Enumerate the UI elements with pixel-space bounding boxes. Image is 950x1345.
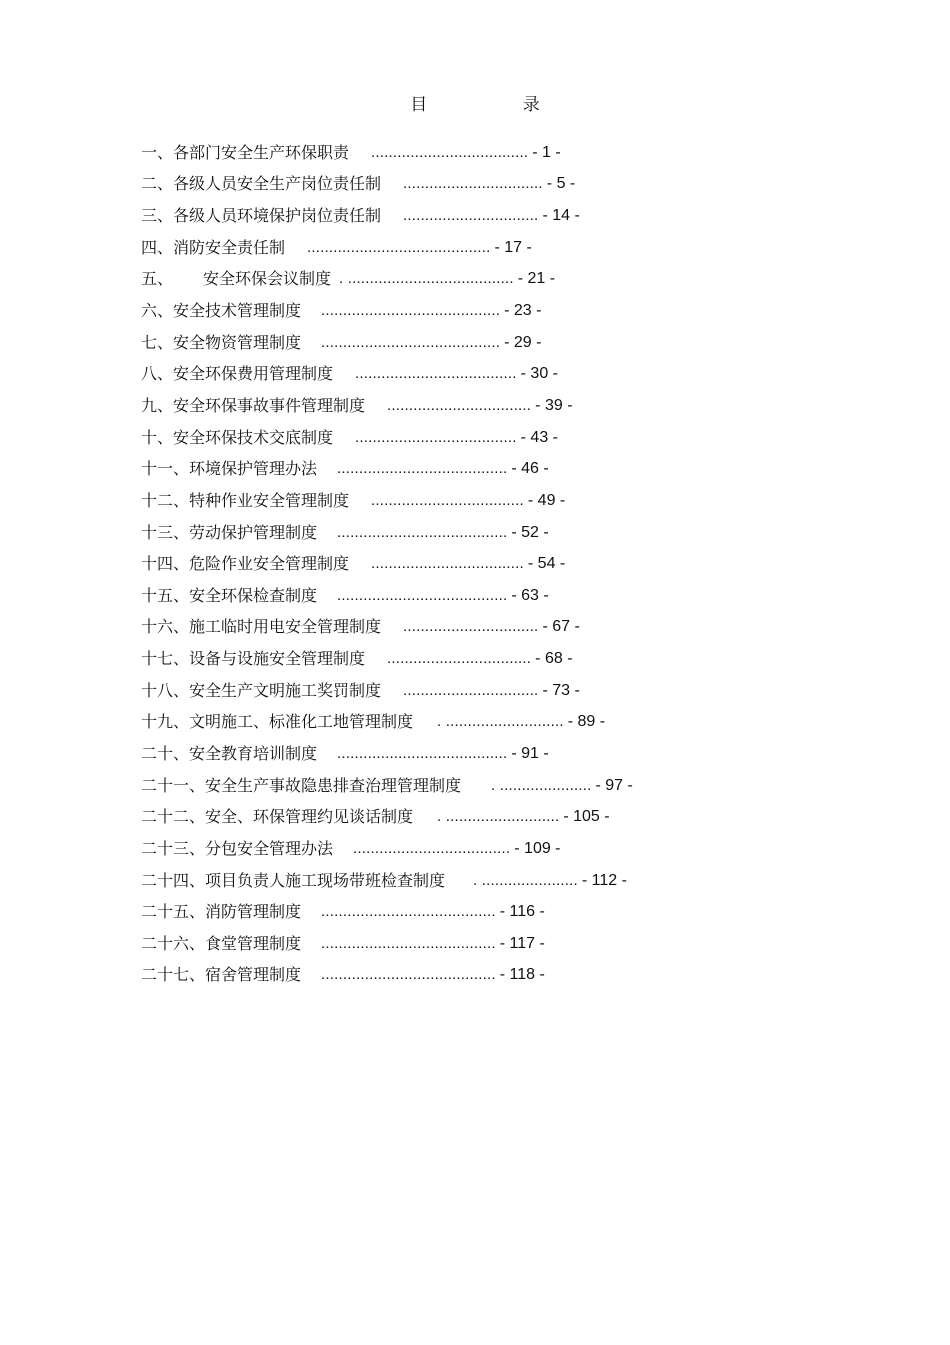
toc-entry-page-number: - 68 - [535,650,573,668]
toc-entry-number: 五、 [141,269,174,289]
toc-entry-page-number: - 97 - [595,776,633,794]
toc-entry-leader: ................................. [387,396,532,414]
toc-entry-title: 安全环保技术交底制度 [173,427,334,447]
toc-entry-number: 二十三、 [141,838,206,858]
toc-entry-number: 二十六、 [141,933,206,953]
toc-entry[interactable] [141,169,841,201]
toc-entry-number: 十三、 [141,522,190,542]
toc-entry-leader: ....................................... [337,744,508,762]
toc-entry-page-number: - 89 - [567,713,606,731]
toc-entry-title: 各级人员环境保护岗位责任制 [173,206,382,226]
toc-entry-number: 十、 [141,427,174,447]
toc-entry-title: 安全环保费用管理制度 [173,364,334,384]
toc-entry-leader: ..................................... [355,428,517,446]
toc-entry[interactable] [141,896,841,928]
toc-entry-page-number: - 29 - [504,333,542,351]
toc-entry-leader: . .......................... [437,808,560,826]
toc-entry-page-number: - 116 - [499,903,545,921]
toc-entry-title: 施工临时用电安全管理制度 [189,617,382,637]
toc-entry-title: 安全技术管理制度 [173,301,302,321]
toc-entry-leader: . ...................... [473,871,578,889]
toc-entry-leader: ........................................ [321,903,496,921]
toc-entry[interactable] [141,738,841,770]
toc-entry[interactable] [141,200,841,232]
toc-entry-title: 危险作业安全管理制度 [189,554,350,574]
toc-entry[interactable] [141,770,841,802]
toc-entry-number: 十六、 [141,617,190,637]
toc-entry-page-number: - 23 - [504,302,542,320]
toc-entry-leader: ................................... [371,555,524,573]
toc-entry-page-number: - 43 - [520,428,558,446]
toc-entry-title: 安全物资管理制度 [173,332,302,352]
toc-entry-page-number: - 118 - [499,966,545,984]
toc-entry-page-number: - 91 - [511,744,549,762]
toc-entry[interactable] [141,548,841,580]
toc-entry-leader: ................................... [371,491,524,509]
toc-entry-page-number: - 1 - [532,143,561,161]
toc-entry-title: 项目负责人施工现场带班检查制度 [205,870,446,890]
toc-entry-page-number: - 5 - [546,175,576,193]
toc-entry-title: 文明施工、标准化工地管理制度 [189,712,414,732]
toc-entry-title: 分包安全管理办法 [205,838,334,858]
toc-entry[interactable] [141,675,841,707]
toc-entry-title: 消防安全责任制 [173,237,286,257]
toc-entry-number: 二十四、 [141,870,206,890]
toc-entry-leader: .......................................... [307,238,491,256]
toc-entry[interactable] [141,517,841,549]
toc-entry-number: 二十五、 [141,902,206,922]
toc-entry-leader: ..................................... [355,365,517,383]
toc-entry-title: 劳动保护管理制度 [189,522,318,542]
toc-entry-page-number: - 21 - [517,270,556,288]
toc-entry-number: 九、 [141,395,174,415]
toc-entry[interactable] [141,707,841,739]
toc-entry-page-number: - 46 - [511,460,549,478]
toc-entry-title: 特种作业安全管理制度 [189,490,350,510]
toc-entry-title: 安全生产文明施工奖罚制度 [189,680,382,700]
toc-entry-title: 安全环保检查制度 [189,585,318,605]
toc-entry-page-number: - 30 - [520,365,558,383]
toc-entry-number: 三、 [141,206,174,226]
toc-entry[interactable] [141,580,841,612]
toc-entry-leader: ............................... [403,618,539,636]
toc-entry-title: 食堂管理制度 [205,933,302,953]
toc-entry-number: 二十二、 [141,807,206,827]
toc-entry-leader: ....................................... [337,460,508,478]
toc-entry-leader: ............................... [403,681,539,699]
toc-entry[interactable] [141,612,841,644]
toc-entry[interactable] [141,865,841,897]
toc-entry-number: 四、 [141,237,174,257]
toc-entry[interactable] [141,327,841,359]
toc-entry[interactable] [141,643,841,675]
toc-entry-number: 六、 [141,301,174,321]
toc-entry-number: 八、 [141,364,174,384]
toc-entry[interactable] [141,264,841,296]
toc-entry-leader: ........................................ [321,934,496,952]
toc-entry-page-number: - 73 - [542,681,580,699]
toc-entry[interactable] [141,960,841,992]
toc-entry-page-number: - 14 - [542,207,580,225]
toc-entry-page-number: - 17 - [494,238,532,256]
toc-entry-number: 十八、 [141,680,190,700]
toc-entry-title: 宿舍管理制度 [205,965,302,985]
toc-title [0,90,950,115]
toc-entry-leader: ....................................... [337,586,508,604]
toc-entry-leader: .................................... [353,839,511,857]
toc-entry-number: 十七、 [141,649,190,669]
toc-entry-page-number: - 117 - [499,934,545,952]
toc-entry-number: 十四、 [141,554,190,574]
toc-entry-title: 安全环保会议制度 [203,269,332,289]
table-of-contents [141,137,841,991]
toc-entry-title: 消防管理制度 [205,902,302,922]
toc-entry-number: 七、 [141,332,174,352]
toc-entry-title: 安全、环保管理约见谈话制度 [205,807,414,827]
toc-entry-leader: ....................................... [337,523,508,541]
toc-entry-page-number: - 63 - [511,586,549,604]
toc-entry[interactable] [141,390,841,422]
toc-entry-number: 二十、 [141,743,190,763]
toc-entry-page-number: - 105 - [563,808,610,826]
toc-entry-number: 二十一、 [141,775,206,795]
toc-entry-leader: ......................................... [321,333,501,351]
toc-entry-page-number: - 49 - [527,491,566,509]
toc-entry[interactable] [141,801,841,833]
toc-entry-leader: ................................ [403,175,543,193]
toc-entry-title: 设备与设施安全管理制度 [189,649,366,669]
toc-title-char-1: 目 [410,95,428,115]
toc-entry-leader: ............................... [403,207,539,225]
toc-entry[interactable] [141,232,841,264]
toc-entry[interactable] [141,453,841,485]
toc-entry-number: 一、 [141,142,174,162]
toc-entry-page-number: - 54 - [527,555,566,573]
toc-entry-page-number: - 39 - [535,396,573,414]
toc-entry-number: 十五、 [141,585,190,605]
toc-entry-number: 二、 [141,174,174,194]
toc-entry-leader: . ...................................... [339,270,514,288]
toc-entry-title: 环境保护管理办法 [189,459,318,479]
toc-entry-leader: . ..................... [491,776,592,794]
toc-entry-page-number: - 109 - [514,839,561,857]
toc-entry[interactable] [141,422,841,454]
toc-entry[interactable] [141,137,841,169]
toc-entry[interactable] [141,833,841,865]
toc-entry-title: 安全环保事故事件管理制度 [173,395,366,415]
toc-entry-number: 二十七、 [141,965,206,985]
toc-entry-page-number: - 112 - [581,871,627,889]
toc-entry-title: 安全教育培训制度 [189,743,318,763]
toc-entry-leader: ........................................ [321,966,496,984]
toc-entry[interactable] [141,358,841,390]
toc-entry-leader: . ........................... [437,713,564,731]
toc-entry-page-number: - 52 - [511,523,549,541]
toc-entry-page-number: - 67 - [542,618,580,636]
toc-entry[interactable] [141,928,841,960]
toc-entry-number: 十九、 [141,712,190,732]
toc-entry[interactable] [141,295,841,327]
toc-entry-leader: .................................... [371,143,529,161]
toc-entry[interactable] [141,485,841,517]
toc-entry-title: 各级人员安全生产岗位责任制 [173,174,382,194]
toc-entry-number: 十一、 [141,459,190,479]
toc-title-char-2: 录 [522,95,540,115]
toc-entry-leader: ......................................... [321,302,501,320]
toc-entry-title: 安全生产事故隐患排查治理管理制度 [205,775,462,795]
toc-entry-title: 各部门安全生产环保职责 [173,142,350,162]
toc-entry-number: 十二、 [141,490,190,510]
toc-entry-leader: ................................. [387,650,532,668]
